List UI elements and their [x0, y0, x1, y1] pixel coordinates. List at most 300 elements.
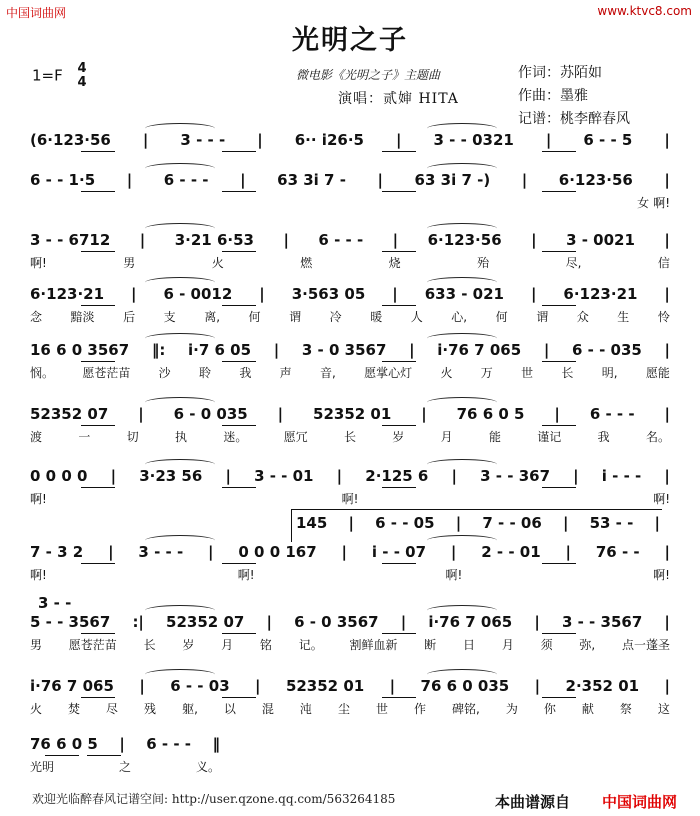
slur: [427, 669, 497, 680]
lyric-syllable: 能: [488, 430, 501, 444]
lyric-syllable: 啊!: [653, 492, 670, 506]
beam-line: [542, 151, 576, 152]
measure: 52352 07: [166, 613, 245, 631]
lyric-syllable: 执: [174, 430, 187, 444]
notes-line: [30, 542, 670, 562]
measure: 6 - - 5: [583, 131, 633, 149]
barline: |: [119, 735, 125, 753]
notes-line: [30, 170, 670, 190]
time-bottom: 4: [77, 75, 87, 90]
barline: |: [392, 285, 398, 303]
lyric-syllable: 世: [521, 366, 534, 380]
barline: |: [562, 514, 569, 532]
lyric-syllable: 作: [413, 702, 426, 716]
beam-line: [542, 487, 576, 488]
harmony-line: [296, 514, 660, 534]
beam-line: [542, 633, 576, 634]
lyric-syllable: 火: [30, 702, 43, 716]
lyric-syllable: 之: [118, 760, 131, 774]
barline: |: [396, 131, 402, 149]
lyric-syllable: 尽: [106, 702, 119, 716]
slur: [427, 333, 497, 344]
lyric-syllable: 信: [657, 256, 670, 270]
lyric-syllable: 岁: [182, 638, 195, 652]
beam-line: [81, 361, 115, 362]
lyric-syllable: 记。: [298, 638, 323, 652]
lyric-syllable: 啊!: [341, 492, 359, 506]
barline: |: [348, 514, 354, 532]
beam-line: [542, 191, 576, 192]
site-label: 中国词曲网: [602, 793, 678, 811]
beam-line: [382, 633, 416, 634]
measure: 63 3i 7 -: [277, 171, 346, 189]
lyric-syllable: 世: [375, 702, 388, 716]
lyric-syllable: 啊!: [445, 568, 463, 582]
barline: |: [108, 543, 114, 561]
lyric-syllable: 碑铭,: [451, 702, 480, 716]
barline: |: [131, 285, 137, 303]
lyric-syllable: 殆: [477, 256, 490, 270]
slur: [427, 277, 497, 288]
lyric-syllable: 尘: [337, 702, 350, 716]
lyric-syllable: 生: [617, 310, 630, 324]
lyric-syllable: 女: [637, 196, 650, 210]
barline: |: [543, 341, 550, 359]
barline: |: [455, 514, 462, 532]
lyric-syllable: 愿能: [645, 366, 670, 380]
lyric-syllable: 日: [463, 638, 476, 652]
measure: i·76 7 065: [428, 613, 513, 631]
key-signature: [32, 62, 87, 90]
composer: 作曲：墨雅: [518, 88, 588, 104]
lyric-syllable: 烧: [388, 256, 401, 270]
measure: 6 - 0 3567: [294, 613, 379, 631]
lyric-syllable: 焚: [68, 702, 81, 716]
measure: 3 - - 01: [254, 467, 314, 485]
barline: |: [534, 677, 541, 695]
lyric-syllable: 男: [123, 256, 136, 270]
beam-line: [382, 251, 416, 252]
slur: [145, 397, 215, 408]
barline: |: [531, 231, 537, 249]
lyricist: 作词：苏陌如: [518, 65, 602, 81]
lyric-syllable: 为: [505, 702, 518, 716]
lyric-line: [30, 364, 670, 380]
barline: |: [565, 543, 572, 561]
barline: |: [277, 405, 284, 423]
barline: |: [255, 677, 261, 695]
measure: 52352 07: [30, 405, 109, 423]
lyric-syllable: 暖: [370, 310, 383, 324]
lyric-syllable: 弥,: [579, 638, 596, 652]
measure: 6 - - -: [318, 231, 364, 249]
lyric-syllable: 支: [163, 310, 176, 324]
lyric-line: [30, 636, 670, 652]
lyric-syllable: 怜: [657, 310, 670, 324]
measure: 145: [296, 514, 328, 532]
beam-line: [222, 251, 256, 252]
barline: |: [451, 467, 457, 485]
measure: 76 6 0 035: [420, 677, 510, 695]
lyric-line: [30, 566, 670, 582]
lyric-syllable: 献: [581, 702, 594, 716]
lyric-syllable: 我: [597, 430, 610, 444]
beam-line: [81, 563, 115, 564]
barline: |: [240, 171, 246, 189]
barline: |: [400, 613, 407, 631]
lyric-syllable: 啊!: [653, 196, 670, 210]
slur: [145, 535, 215, 546]
measure: i - - -: [601, 467, 642, 485]
barline: |: [142, 131, 149, 149]
measure: 76 6 0 5: [456, 405, 525, 423]
measure: 3 - - -: [138, 543, 184, 561]
lyric-syllable: 名。: [645, 430, 670, 444]
barline: |: [225, 467, 231, 485]
barline: |: [664, 131, 670, 149]
notes-line: [30, 612, 670, 632]
measure: 53 - -: [589, 514, 634, 532]
lyric-syllable: 众: [576, 310, 589, 324]
transcriber: 记谱：桃李醉春风: [518, 111, 630, 127]
lyric-syllable: 切: [126, 430, 139, 444]
lyric-syllable: 啊!: [30, 492, 47, 506]
measure: 6 - - -: [163, 171, 209, 189]
slur: [145, 277, 215, 288]
beam-line: [222, 697, 256, 698]
slur: [145, 223, 215, 234]
notes-line: [30, 676, 670, 696]
song-title: 光明之子: [292, 25, 408, 56]
singer: 演唱：贰婶 HITA: [338, 91, 459, 107]
beam-line: [542, 425, 576, 426]
measure: 52352 01: [313, 405, 392, 423]
measure: i·7 6 05: [188, 341, 252, 359]
slur: [145, 163, 215, 174]
barline: |: [259, 285, 265, 303]
lyric-syllable: 离,: [204, 310, 221, 324]
slur: [145, 669, 215, 680]
barline: |: [126, 171, 133, 189]
lyric-line: [30, 308, 670, 324]
lyric-syllable: 长: [143, 638, 156, 652]
lyric-line: [30, 758, 220, 774]
measure: 6·· i26·5: [294, 131, 364, 149]
barline: |: [336, 467, 343, 485]
measure: 633 - 021: [424, 285, 504, 303]
lyric-syllable: 躯,: [182, 702, 198, 716]
measure: 6 - - 1·5: [30, 171, 96, 189]
measure: 6·123·56: [558, 171, 633, 189]
barline: |: [266, 613, 272, 631]
beam-line: [81, 305, 115, 306]
barline: |: [545, 131, 552, 149]
footer-note: 欢迎光临醉春风记谱空间: http://user.qzone.qq.com/563264185: [32, 792, 396, 806]
beam-line: [382, 697, 416, 698]
measure: 3·23 56: [139, 467, 203, 485]
lyric-line: [30, 428, 670, 444]
measure: 0 0 0 167: [238, 543, 317, 561]
beam-line: [81, 487, 115, 488]
beam-line: [222, 633, 256, 634]
measure: 76 6 0 5: [30, 735, 98, 753]
notes-line: [30, 340, 670, 360]
measure: i·76 7 065: [437, 341, 522, 359]
lyric-syllable: 月: [440, 430, 453, 444]
measure: 0 0 0 0: [30, 467, 88, 485]
beam-line: [382, 361, 416, 362]
barline: |: [110, 467, 117, 485]
barline: |: [664, 467, 670, 485]
beam-line: [542, 251, 576, 252]
barline: |: [664, 677, 670, 695]
beam-line: [81, 191, 115, 192]
slur: [145, 459, 215, 470]
time-top: 4: [77, 61, 87, 76]
lyric-syllable: 渡: [30, 430, 43, 444]
measure: i·76 7 065: [30, 677, 114, 695]
lyric-syllable: 黯淡: [70, 310, 95, 324]
beam-line: [81, 425, 115, 426]
lyric-syllable: 割鲜血新: [349, 638, 398, 652]
measure: 2·125 6: [365, 467, 429, 485]
notes-line: [30, 230, 670, 250]
key-label: 1=F: [32, 66, 63, 85]
barline: |: [554, 405, 560, 423]
lyric-syllable: 啊!: [30, 568, 47, 582]
slur: [145, 123, 215, 134]
beam-line: [87, 755, 121, 756]
measure: 3 - 0021: [566, 231, 635, 249]
lyric-syllable: 燃: [300, 256, 313, 270]
lyric-syllable: 一: [78, 430, 91, 444]
lyric-syllable: 长: [343, 430, 356, 444]
barline: |: [377, 171, 383, 189]
lyric-syllable: 声: [279, 366, 292, 380]
lyric-syllable: 断: [424, 638, 437, 652]
measure: 6 - - -: [589, 405, 635, 423]
watermark-right: www.ktvc8.com: [597, 4, 692, 18]
barline: |: [139, 677, 145, 695]
watermark-left: 中国词曲网: [6, 6, 67, 20]
lyric-syllable: 愿苍茫苗: [82, 366, 131, 380]
slur: [427, 605, 497, 616]
barline: :|: [132, 613, 144, 631]
lyric-syllable: 谨记: [537, 430, 562, 444]
lyric-line: [30, 490, 670, 506]
beam-line: [81, 633, 115, 634]
lyric-syllable: 祭: [619, 702, 632, 716]
beam-line: [45, 755, 79, 756]
barline: |: [273, 341, 280, 359]
barline: |: [664, 285, 670, 303]
lyric-syllable: 心,: [451, 310, 468, 324]
slur: [427, 123, 497, 134]
lyric-syllable: 残: [144, 702, 157, 716]
barline: |: [409, 341, 415, 359]
barline: |: [341, 543, 348, 561]
lyric-syllable: 愿苍茫苗: [68, 638, 117, 652]
notes-line: [30, 284, 670, 304]
lyric-syllable: 音,: [319, 366, 336, 380]
beam-line: [542, 305, 576, 306]
beam-line: [382, 487, 416, 488]
measure: 3 - - 3567: [561, 613, 643, 631]
barline: |: [664, 543, 670, 561]
lyric-syllable: 火: [211, 256, 224, 270]
lyric-syllable: 铭: [259, 638, 272, 652]
lyric-syllable: 这: [657, 702, 670, 716]
barline: |: [521, 171, 528, 189]
beam-line: [81, 697, 115, 698]
barline: |: [664, 405, 670, 423]
lyric-syllable: 冷: [329, 310, 342, 324]
beam-line: [382, 191, 416, 192]
lyric-syllable: 何: [495, 310, 508, 324]
measure: 3 - - 6712: [30, 231, 111, 249]
measure: 6 - - 05: [375, 514, 435, 532]
measure: 7 - - 06: [482, 514, 542, 532]
lyric-syllable: 万: [480, 366, 493, 380]
measure: 6 - - -: [146, 735, 192, 753]
lyric-syllable: 啊!: [30, 256, 47, 270]
lyric-syllable: 火: [440, 366, 453, 380]
measure: i - - 07: [371, 543, 427, 561]
beam-line: [222, 563, 256, 564]
barline: |: [664, 613, 670, 631]
lyric-syllable: 岁: [392, 430, 405, 444]
barline: |: [421, 405, 427, 423]
lyric-syllable: 月: [221, 638, 234, 652]
lyric-syllable: 你: [543, 702, 556, 716]
lyric-syllable: 沙: [158, 366, 171, 380]
beam-line: [222, 151, 256, 152]
barline: |: [392, 231, 399, 249]
measure: 16 6 0 3567: [30, 341, 130, 359]
beam-line: [542, 361, 576, 362]
measure: 3·563 05: [291, 285, 366, 303]
barline: |: [138, 405, 144, 423]
beam-line: [222, 305, 256, 306]
lyric-syllable: 须: [540, 638, 553, 652]
measure: 6·123·21: [563, 285, 638, 303]
measure: 5 - - 3567: [30, 613, 111, 631]
measure: 6·123·56: [427, 231, 502, 249]
measure: 6 - 0 035: [173, 405, 248, 423]
measure: 63 3i 7 -): [414, 171, 491, 189]
barline: |: [664, 341, 670, 359]
lyric-syllable: 光明: [30, 760, 55, 774]
measure: 6 - 0012: [163, 285, 233, 303]
barline: |: [534, 613, 540, 631]
lyric-line: [30, 254, 670, 270]
lyric-syllable: 啊!: [237, 568, 255, 582]
lyric-syllable: 悯。: [30, 366, 55, 380]
barline: ‖: [212, 735, 220, 753]
lyric-syllable: 以: [223, 702, 236, 716]
lyric-syllable: 愿冗: [283, 430, 308, 444]
lyric-syllable: 念: [30, 310, 43, 324]
measure: 3 - - 367: [480, 467, 551, 485]
measure: 7 - 3 2: [30, 543, 84, 561]
beam-line: [542, 563, 576, 564]
slur: [145, 333, 215, 344]
measure: 6 - - 03: [170, 677, 230, 695]
notes-line: [30, 466, 670, 486]
barline: |: [283, 231, 289, 249]
beam-line: [222, 487, 256, 488]
beam-line: [382, 305, 416, 306]
slur: [427, 397, 497, 408]
measure: 3·21 6·53: [174, 231, 254, 249]
measure: 3 - 0 3567: [301, 341, 387, 359]
subtitle: 微电影《光明之子》主题曲: [296, 68, 441, 82]
source-label: 本曲谱源自: [495, 793, 571, 811]
lyric-syllable: 月: [501, 638, 514, 652]
lyric-syllable: 谓: [289, 310, 302, 324]
lyric-syllable: 义。: [195, 760, 220, 774]
beam-line: [542, 697, 576, 698]
lyric-syllable: 后: [123, 310, 136, 324]
time-signature: [78, 62, 87, 90]
lyric-syllable: 男: [30, 638, 43, 652]
slur: [145, 605, 215, 616]
measure: 6 - - 035: [571, 341, 642, 359]
notes-line: [30, 404, 670, 424]
barline: |: [139, 231, 146, 249]
slur: [427, 459, 497, 470]
lyric-line: [30, 194, 670, 210]
measure: 2 - - 01: [481, 543, 541, 561]
lyric-syllable: 人: [410, 310, 423, 324]
barline: |: [664, 231, 670, 249]
beam-line: [222, 361, 256, 362]
beam-line: [81, 251, 115, 252]
lyric-syllable: 啊!: [653, 568, 670, 582]
lyric-syllable: 尽,: [565, 256, 582, 270]
lyric-syllable: 混: [261, 702, 274, 716]
measure: 3 - - 0321: [433, 131, 514, 149]
beam-line: [382, 563, 416, 564]
barline: |: [573, 467, 579, 485]
beam-line: [382, 425, 416, 426]
measure: 3 - - -: [180, 131, 226, 149]
lyric-line: [30, 700, 670, 716]
measure: 6·123·21: [30, 285, 105, 303]
lyric-syllable: 迷。: [223, 430, 248, 444]
slur: [427, 223, 497, 234]
barline: |: [654, 514, 660, 532]
beam-line: [382, 151, 416, 152]
barline: |: [208, 543, 214, 561]
barline: |: [530, 285, 537, 303]
lyric-syllable: 何: [248, 310, 261, 324]
barline: |: [664, 171, 670, 189]
barline: |: [389, 677, 396, 695]
lyric-syllable: 点一蓬圣: [621, 638, 670, 652]
notes-line: [30, 130, 670, 150]
measure: (6·123·56: [30, 131, 111, 149]
slur: [427, 163, 497, 174]
lyric-syllable: 我: [239, 366, 252, 380]
beam-line: [222, 425, 256, 426]
barline: |: [450, 543, 457, 561]
barline: |: [257, 131, 263, 149]
barline: ‖:: [151, 341, 166, 359]
harmony-left: 3 - -: [38, 594, 72, 612]
measure: 76 - -: [595, 543, 640, 561]
lyric-syllable: 明,: [601, 366, 618, 380]
